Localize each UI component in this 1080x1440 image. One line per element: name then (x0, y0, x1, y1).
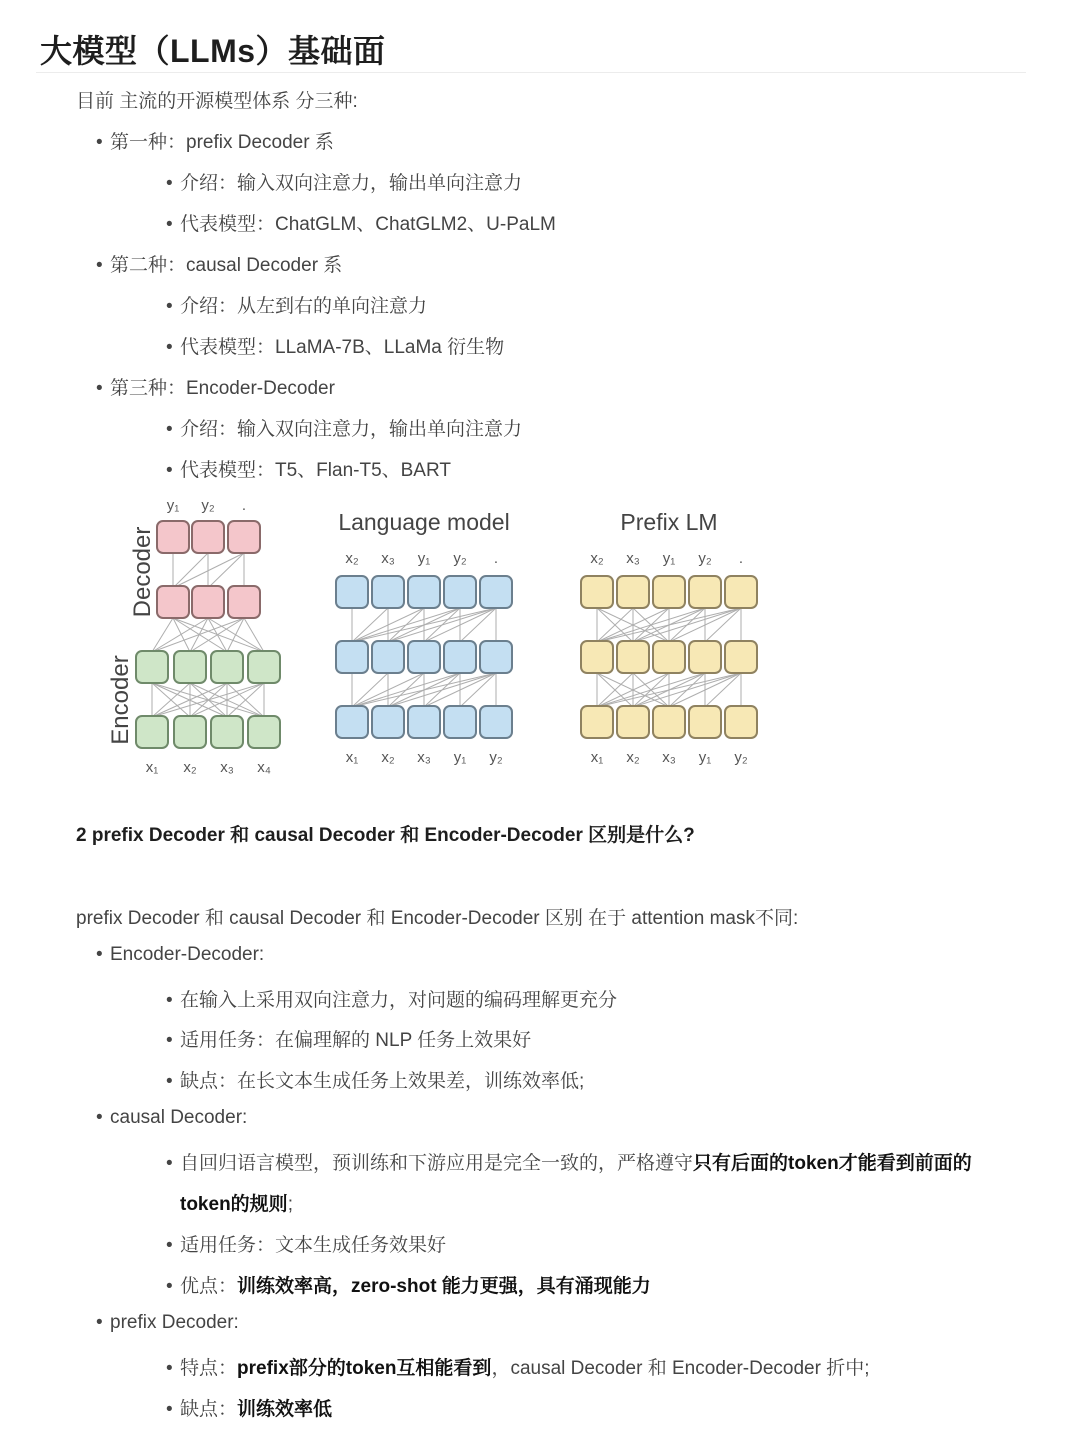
list-item: • prefix Decoder: (96, 1312, 239, 1333)
title-divider (36, 72, 1026, 73)
list-item: • 代表模型：T5、Flan-T5、BART (166, 460, 451, 481)
section-intro: prefix Decoder 和 causal Decoder 和 Encoder-Decoder 区别 在于 attention mask不同: (76, 908, 799, 929)
svg-text:Language model: Language model (338, 509, 510, 535)
page-title: 大模型（LLMs）基础面 (40, 33, 386, 69)
svg-text:y₂: y₂ (698, 550, 712, 567)
intro-text: 目前 主流的开源模型体系 分三种: (76, 91, 358, 112)
svg-text:x₂: x₂ (345, 550, 359, 567)
svg-text:y₂: y₂ (453, 550, 467, 567)
svg-text:Decoder: Decoder (129, 526, 156, 618)
svg-text:Prefix LM: Prefix LM (620, 509, 718, 535)
svg-text:y₂: y₂ (201, 497, 215, 514)
list-item: • 自回归语言模型，预训练和下游应用是完全一致的，严格遵守只有后面的token才能看到前面的 (166, 1153, 972, 1174)
svg-text:y₂: y₂ (489, 749, 503, 766)
list-item-continuation: token的规则; (180, 1194, 293, 1215)
list-item: • 第一种：prefix Decoder 系 (96, 132, 334, 153)
section-heading: 2 prefix Decoder 和 causal Decoder 和 Encoder-Decoder 区别是什么? (76, 825, 695, 846)
svg-text:.: . (493, 550, 499, 567)
list-item: • 缺点：在长文本生成任务上效果差，训练效率低; (166, 1071, 585, 1092)
list-item: • 特点：prefix部分的token互相能看到，causal Decoder 和 Encoder-Decoder 折中; (166, 1358, 870, 1379)
list-item: • 介绍：输入双向注意力，输出单向注意力 (166, 173, 523, 194)
architecture-figure (0, 485, 800, 785)
list-item: • causal Decoder: (96, 1107, 248, 1128)
svg-text:y₁: y₁ (417, 550, 431, 567)
svg-text:x₂: x₂ (381, 749, 395, 766)
svg-text:.: . (241, 497, 247, 514)
list-item: • 第三种：Encoder-Decoder (96, 378, 335, 399)
list-item: • 适用任务：文本生成任务效果好 (166, 1235, 447, 1256)
list-item: • 在输入上采用双向注意力，对问题的编码理解更充分 (166, 990, 618, 1011)
list-item: • 代表模型：LLaMA-7B、LLaMa 衍生物 (166, 337, 505, 358)
svg-text:y₁: y₁ (698, 749, 712, 766)
svg-text:x₄: x₄ (257, 759, 271, 776)
svg-text:y₁: y₁ (662, 550, 676, 567)
svg-text:x₃: x₃ (381, 550, 395, 567)
svg-text:.: . (738, 550, 744, 567)
svg-text:x₁: x₁ (145, 759, 159, 776)
list-item: • 介绍：从左到右的单向注意力 (166, 296, 428, 317)
svg-text:Encoder: Encoder (107, 655, 134, 745)
svg-text:x₃: x₃ (662, 749, 676, 766)
svg-text:y₁: y₁ (453, 749, 467, 766)
list-item: • 第二种：causal Decoder 系 (96, 255, 343, 276)
list-item: • Encoder-Decoder: (96, 944, 265, 965)
svg-text:x₃: x₃ (417, 749, 431, 766)
svg-text:x₁: x₁ (345, 749, 359, 766)
svg-text:y₁: y₁ (166, 497, 180, 514)
svg-text:x₃: x₃ (220, 759, 234, 776)
svg-text:y₂: y₂ (734, 749, 748, 766)
svg-text:x₂: x₂ (626, 749, 640, 766)
svg-text:x₃: x₃ (626, 550, 640, 567)
list-item: • 介绍：输入双向注意力，输出单向注意力 (166, 419, 523, 440)
list-item: • 优点：训练效率高，zero-shot 能力更强，具有涌现能力 (166, 1276, 651, 1297)
prefix-lm-blocks (581, 576, 757, 738)
list-item: • 缺点：训练效率低 (166, 1399, 333, 1420)
svg-text:x₂: x₂ (590, 550, 604, 567)
list-item: • 代表模型：ChatGLM、ChatGLM2、U-PaLM (166, 214, 556, 235)
svg-text:x₁: x₁ (590, 749, 604, 766)
svg-text:x₂: x₂ (183, 759, 197, 776)
list-item: • 适用任务：在偏理解的 NLP 任务上效果好 (166, 1030, 532, 1051)
lm-blocks (336, 576, 512, 738)
